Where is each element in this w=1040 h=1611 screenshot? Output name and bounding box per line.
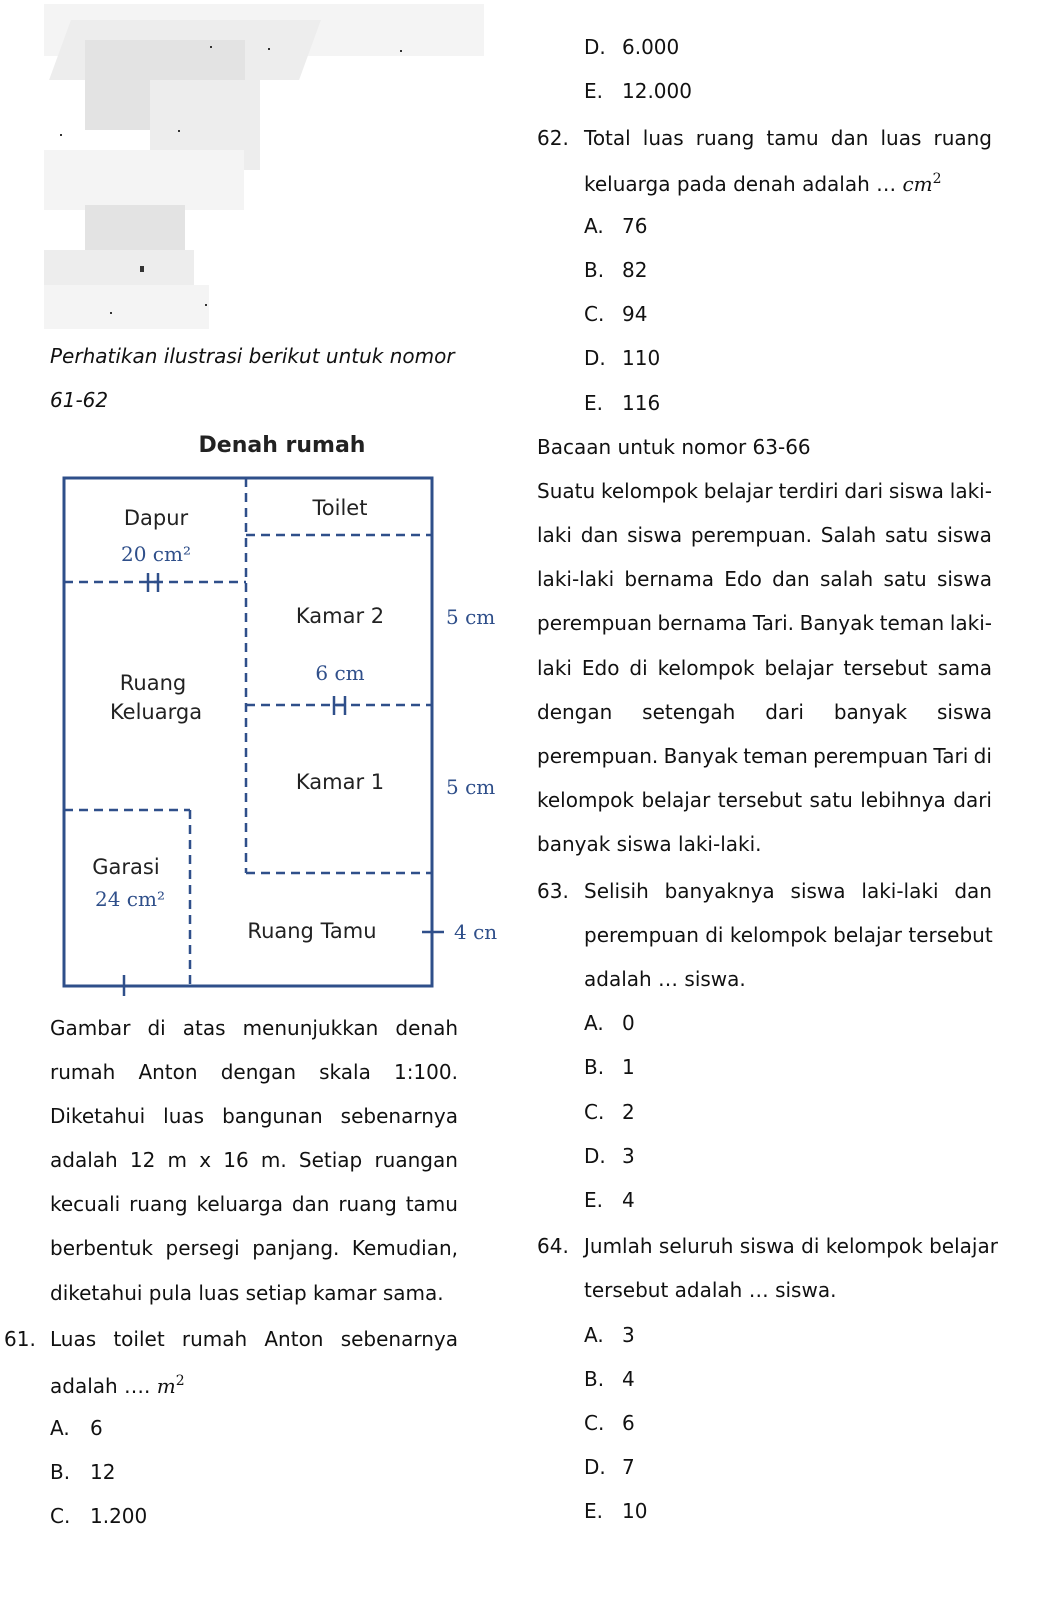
reading-line	[537, 790, 992, 810]
word: teman	[743, 744, 808, 768]
word: Salah	[820, 523, 877, 547]
option-d[interactable]	[584, 35, 680, 59]
option-value: 82	[622, 258, 648, 282]
room-kamar-2: Kamar 2	[295, 604, 385, 628]
option-value: 10	[622, 1499, 648, 1523]
option-letter: B.	[584, 1367, 605, 1391]
word: Tari.	[752, 611, 795, 635]
question-text: keluarga pada denah adalah … $cm^2$	[584, 171, 942, 196]
option-letter: E.	[584, 1188, 603, 1212]
word: m	[167, 1148, 188, 1172]
word: Total	[584, 126, 631, 150]
word: dengan	[537, 700, 613, 724]
reading-title: Bacaan untuk nomor 63-66	[537, 435, 811, 459]
word: luas	[642, 126, 684, 150]
word: tamu	[766, 126, 819, 150]
word: kecuali	[50, 1192, 121, 1216]
word: m.	[260, 1148, 287, 1172]
paragraph-line	[50, 1194, 458, 1214]
option-letter: D.	[584, 1144, 606, 1168]
word: ruang	[933, 126, 992, 150]
word: dengan	[220, 1060, 296, 1084]
paragraph-line	[50, 1238, 458, 1258]
room-garasi: Garasi	[92, 855, 160, 879]
word: denah	[395, 1016, 458, 1040]
option-c[interactable]	[584, 302, 648, 326]
option-letter: D.	[584, 346, 606, 370]
reading-line	[537, 702, 992, 722]
word: siswa	[936, 523, 992, 547]
room-ruang-keluarga-1: Ruang	[119, 671, 187, 695]
room-dapur: Dapur	[123, 506, 189, 530]
word: dan	[830, 126, 869, 150]
option-letter: C.	[584, 1100, 605, 1124]
word: sebenarnya	[340, 1327, 458, 1351]
word: luas	[880, 126, 922, 150]
figure-title: Denah rumah	[198, 433, 366, 458]
option-value: 4	[622, 1367, 635, 1391]
option-letter: A.	[584, 1011, 604, 1035]
word: siswa	[888, 479, 944, 503]
word: ruangan	[374, 1148, 458, 1172]
room-kamar-2-dim: 6 cm	[315, 661, 365, 685]
option-value: 3	[622, 1144, 635, 1168]
option-value: 12	[90, 1460, 116, 1484]
word: atas	[182, 1016, 226, 1040]
room-kamar-1: Kamar 1	[295, 770, 385, 794]
question-text: tersebut adalah … siswa.	[584, 1278, 837, 1302]
option-letter: E.	[584, 391, 603, 415]
option-a[interactable]	[584, 1323, 635, 1347]
room-garasi-area: 24 cm²	[95, 887, 165, 911]
word: adalah	[50, 1148, 118, 1172]
reading-line	[537, 613, 992, 633]
question-number: 61.	[4, 1327, 36, 1351]
word: Edo	[581, 656, 620, 680]
word: laki-laki	[537, 567, 615, 591]
word: lebihnya	[860, 788, 946, 812]
option-a[interactable]	[50, 1416, 103, 1440]
word: panjang.	[252, 1236, 340, 1260]
option-letter: D.	[584, 1455, 606, 1479]
word: rumah	[181, 1327, 248, 1351]
room-dapur-area: 20 cm²	[121, 542, 191, 566]
word: Banyak	[799, 611, 874, 635]
word: bernama	[657, 611, 748, 635]
word: bernama	[624, 567, 714, 591]
unit-exponent: 2	[175, 1373, 185, 1389]
word: dari	[953, 788, 992, 812]
option-d[interactable]	[584, 346, 661, 370]
option-letter: E.	[584, 1499, 603, 1523]
word: tamu	[405, 1192, 458, 1216]
word: perempuan.	[690, 523, 813, 547]
word: belajar	[641, 788, 711, 812]
word: 16	[223, 1148, 249, 1172]
question-text: perempuan di kelompok belajar tersebut	[584, 923, 993, 947]
dimension-label: 5 cm	[446, 775, 496, 799]
option-letter: C.	[584, 302, 605, 326]
word: teman	[879, 611, 945, 635]
option-value: 6.000	[622, 35, 680, 59]
room-ruang-keluarga-2: Keluarga	[109, 700, 203, 724]
word: satu	[809, 788, 853, 812]
option-e[interactable]	[584, 1499, 648, 1523]
option-letter: B.	[50, 1460, 71, 1484]
word: belajar	[703, 479, 773, 503]
word: Selisih	[584, 879, 649, 903]
question-number: 63.	[537, 879, 569, 903]
word: laki-	[949, 479, 992, 503]
word: Anton	[264, 1327, 324, 1351]
word: perempuan	[813, 744, 929, 768]
word: skala	[319, 1060, 371, 1084]
option-c[interactable]	[50, 1504, 148, 1528]
option-letter: D.	[584, 35, 606, 59]
word: 12	[129, 1148, 156, 1172]
word: Kemudian,	[351, 1236, 458, 1260]
word: bangunan	[222, 1104, 323, 1128]
word: di	[629, 656, 648, 680]
word: siswa	[936, 700, 992, 724]
word: satu	[884, 523, 929, 547]
word: Suatu	[537, 479, 596, 503]
paragraph-line	[50, 1150, 458, 1170]
option-letter: A.	[584, 1323, 604, 1347]
reading-line	[537, 569, 992, 589]
word: dan	[772, 567, 810, 591]
option-letter: A.	[50, 1416, 70, 1440]
word: Tari	[933, 744, 969, 768]
option-value: 94	[622, 302, 648, 326]
option-letter: B.	[584, 258, 605, 282]
paragraph-line	[50, 1106, 458, 1126]
option-value: 6	[90, 1416, 103, 1440]
option-b[interactable]	[50, 1460, 116, 1484]
word: perempuan.	[537, 744, 659, 768]
word: dan	[954, 879, 992, 903]
question-text	[584, 128, 992, 148]
word: 1:100.	[393, 1060, 458, 1084]
word: Edo	[724, 567, 762, 591]
word: Diketahui	[50, 1104, 146, 1128]
word: kelompok	[600, 479, 698, 503]
word: di	[147, 1016, 166, 1040]
word: dari	[765, 700, 804, 724]
word: laki	[537, 523, 572, 547]
word: ruang	[129, 1192, 188, 1216]
word: persegi	[165, 1236, 240, 1260]
option-b[interactable]	[584, 258, 648, 282]
option-c[interactable]	[584, 1411, 635, 1435]
word: dan	[291, 1192, 330, 1216]
option-value: 12.000	[622, 79, 692, 103]
option-value: 76	[622, 214, 648, 238]
word: kelompok	[657, 656, 755, 680]
option-a[interactable]	[584, 1011, 635, 1035]
question-text: adalah …. $m^2$	[50, 1373, 185, 1398]
option-c[interactable]	[584, 1100, 635, 1124]
word: dari	[844, 479, 884, 503]
option-d[interactable]	[584, 1455, 635, 1479]
word: salah	[820, 567, 874, 591]
word: rumah	[50, 1060, 116, 1084]
option-e[interactable]	[584, 1188, 635, 1212]
word: kelompok	[537, 788, 634, 812]
dimension-label: 5 cm	[446, 605, 496, 629]
option-value: 1	[622, 1055, 635, 1079]
option-value: 0	[622, 1011, 635, 1035]
reading-line	[537, 481, 992, 501]
word: x	[199, 1148, 212, 1172]
word: sebenarnya	[340, 1104, 458, 1128]
word: toilet	[113, 1327, 165, 1351]
intro-line-2: 61-62	[50, 388, 109, 412]
paragraph-line	[50, 1018, 458, 1038]
question-number: 62.	[537, 126, 569, 150]
word: luas	[163, 1104, 205, 1128]
word: laki-	[949, 611, 992, 635]
floor-plan-figure	[50, 425, 510, 1000]
word: Luas	[50, 1327, 97, 1351]
option-letter: C.	[50, 1504, 71, 1528]
option-letter: A.	[584, 214, 604, 238]
word: Anton	[138, 1060, 198, 1084]
option-letter: E.	[584, 79, 603, 103]
question-text: Jumlah seluruh siswa di kelompok belajar	[584, 1234, 998, 1258]
question-number: 64.	[537, 1234, 569, 1258]
option-value: 1.200	[90, 1504, 148, 1528]
word: perempuan	[537, 611, 652, 635]
reading-line: banyak siswa laki-laki.	[537, 832, 762, 856]
word: dan	[580, 523, 619, 547]
question-text: adalah … siswa.	[584, 967, 746, 991]
word: ruang	[695, 126, 755, 150]
reading-line	[537, 525, 992, 545]
option-value: 6	[622, 1411, 635, 1435]
word: siswa	[627, 523, 683, 547]
dimension-label: 4 cn	[454, 920, 498, 944]
reading-line	[537, 658, 992, 678]
word: setengah	[642, 700, 736, 724]
word: siswa	[790, 879, 846, 903]
unit-exponent: 2	[932, 171, 942, 187]
paragraph-line	[50, 1062, 458, 1082]
unit: m	[156, 1374, 176, 1398]
word: terdiri	[778, 479, 839, 503]
option-value: 110	[622, 346, 661, 370]
room-ruang-tamu: Ruang Tamu	[247, 919, 377, 943]
intro-line-1: Perhatikan ilustrasi berikut untuk nomor	[50, 344, 455, 368]
unit: cm	[902, 172, 933, 196]
option-b[interactable]	[584, 1367, 635, 1391]
question-text	[50, 1329, 458, 1349]
word: di	[973, 744, 992, 768]
room-toilet: Toilet	[312, 496, 368, 520]
word: sama	[937, 656, 992, 680]
word: banyaknya	[664, 879, 775, 903]
option-a[interactable]	[584, 214, 648, 238]
option-value: 2	[622, 1100, 635, 1124]
option-e[interactable]	[584, 79, 692, 103]
word: Setiap	[298, 1148, 363, 1172]
word: tersebut	[717, 788, 803, 812]
word: keluarga	[196, 1192, 283, 1216]
option-b[interactable]	[584, 1055, 635, 1079]
option-letter: B.	[584, 1055, 605, 1079]
question-text	[584, 881, 992, 901]
word: ruang	[338, 1192, 397, 1216]
word: laki	[537, 656, 572, 680]
option-value: 116	[622, 391, 661, 415]
option-d[interactable]	[584, 1144, 635, 1168]
paragraph-line: diketahui pula luas setiap kamar sama.	[50, 1281, 444, 1305]
word: menunjukkan	[242, 1016, 379, 1040]
word: siswa	[936, 567, 992, 591]
word: banyak	[833, 700, 908, 724]
word: Banyak	[663, 744, 738, 768]
word: satu	[883, 567, 927, 591]
option-value: 3	[622, 1323, 635, 1347]
word: tersebut	[843, 656, 928, 680]
option-e[interactable]	[584, 391, 661, 415]
word: belajar	[764, 656, 834, 680]
option-letter: C.	[584, 1411, 605, 1435]
word: Gambar	[50, 1016, 131, 1040]
word: berbentuk	[50, 1236, 153, 1260]
option-value: 4	[622, 1188, 635, 1212]
option-value: 7	[622, 1455, 635, 1479]
word: laki-laki	[861, 879, 939, 903]
reading-line	[537, 746, 992, 766]
